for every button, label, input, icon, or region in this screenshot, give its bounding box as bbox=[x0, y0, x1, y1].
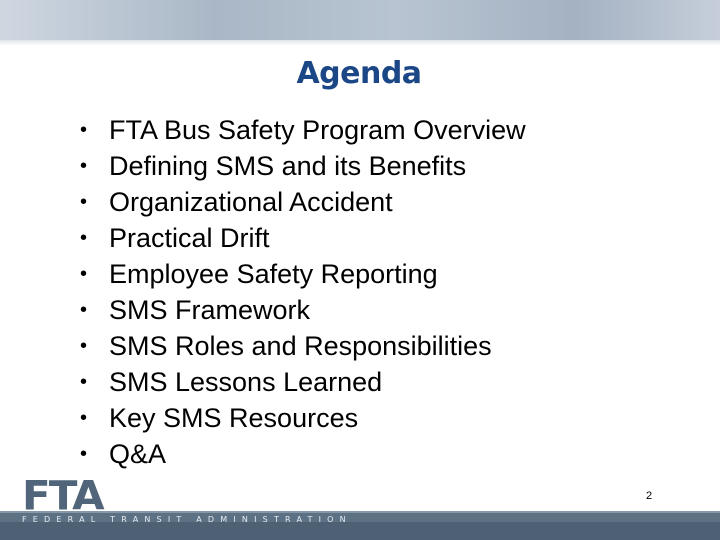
list-item-text: Employee Safety Reporting bbox=[109, 259, 438, 289]
bullet-icon: • bbox=[80, 371, 88, 393]
list-item bbox=[80, 184, 526, 220]
list-item bbox=[80, 148, 526, 184]
list-item-text: FTA Bus Safety Program Overview bbox=[109, 115, 526, 145]
agenda-list bbox=[80, 112, 526, 472]
list-item-text: SMS Framework bbox=[109, 295, 311, 325]
list-item bbox=[80, 364, 526, 400]
list-item-text: Organizational Accident bbox=[109, 187, 393, 217]
list-item-text: Key SMS Resources bbox=[109, 403, 359, 433]
list-item-text: Q&A bbox=[109, 439, 167, 469]
footer-band-dark bbox=[0, 522, 720, 540]
bullet-icon: • bbox=[80, 443, 88, 465]
list-item bbox=[80, 328, 526, 364]
list-item bbox=[80, 220, 526, 256]
list-item bbox=[80, 112, 526, 148]
slide-title-text: Agenda bbox=[296, 56, 422, 91]
list-item-text: SMS Roles and Responsibilities bbox=[109, 331, 492, 361]
fta-logo: FTA bbox=[22, 472, 103, 519]
list-item-text: Practical Drift bbox=[109, 223, 270, 253]
list-item bbox=[80, 292, 526, 328]
bullet-icon: • bbox=[80, 155, 88, 177]
bullet-icon: • bbox=[80, 191, 88, 213]
list-item bbox=[80, 436, 526, 472]
page-number: 2 bbox=[646, 490, 653, 502]
slide-title bbox=[0, 56, 719, 91]
fta-logo-subtitle: FEDERAL TRANSIT ADMINISTRATION bbox=[22, 515, 352, 524]
bullet-icon: • bbox=[80, 227, 88, 249]
list-item bbox=[80, 400, 526, 436]
list-item-text: SMS Lessons Learned bbox=[109, 367, 383, 397]
header-band-fade bbox=[0, 40, 720, 46]
list-item-text: Defining SMS and its Benefits bbox=[109, 151, 467, 181]
bullet-icon: • bbox=[80, 407, 88, 429]
list-item bbox=[80, 256, 526, 292]
bullet-icon: • bbox=[80, 119, 88, 141]
bullet-icon: • bbox=[80, 299, 88, 321]
header-band bbox=[0, 0, 720, 40]
bullet-icon: • bbox=[80, 335, 88, 357]
bullet-icon: • bbox=[80, 263, 88, 285]
